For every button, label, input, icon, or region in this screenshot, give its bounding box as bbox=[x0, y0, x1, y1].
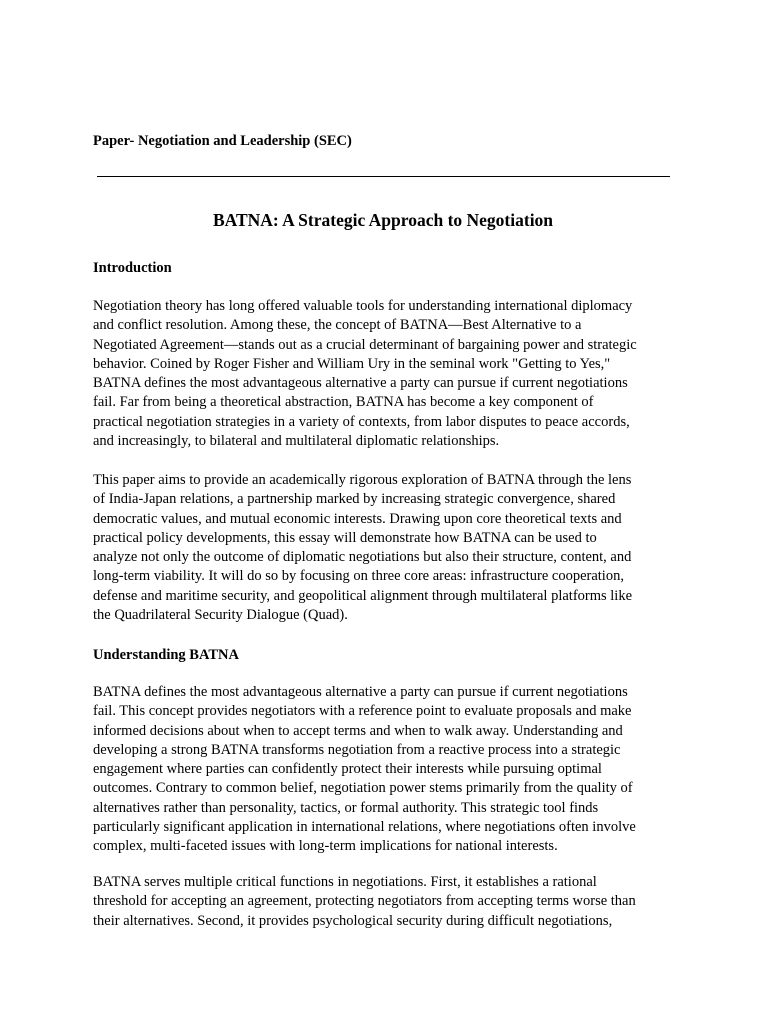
section-heading-introduction: Introduction bbox=[93, 260, 172, 276]
paragraph-line: alternatives rather than personality, tactics, or formal authority. This strategic tool finds bbox=[93, 799, 599, 816]
paper-label: Paper- Negotiation and Leadership (SEC) bbox=[93, 133, 352, 149]
paragraph-line: practical negotiation strategies in a variety of contexts, from labor disputes to peace accords, bbox=[93, 413, 630, 430]
paragraph-line: and increasingly, to bilateral and multilateral diplomatic relationships. bbox=[93, 433, 500, 450]
paragraph-line: defense and maritime security, and geopolitical alignment through multilateral platforms like bbox=[93, 587, 633, 604]
paragraph-line: long-term viability. It will do so by focusing on three core areas: infrastructure cooperation, bbox=[93, 568, 624, 585]
paragraph-line: This paper aims to provide an academically rigorous exploration of BATNA through the lens bbox=[93, 472, 632, 488]
paragraph-understanding-1 bbox=[93, 683, 636, 857]
paragraph-line: complex, multi-faceted issues with long-term implications for national interests. bbox=[93, 838, 558, 855]
paragraph-line: Negotiated Agreement—stands out as a crucial determinant of bargaining power and strategic bbox=[93, 336, 637, 353]
paragraph-line: their alternatives. Second, it provides psychological security during difficult negotiations, bbox=[93, 912, 613, 929]
paragraph-line: fail. Far from being a theoretical abstraction, BATNA has become a key component of bbox=[93, 394, 594, 411]
paragraph-line: BATNA defines the most advantageous alternative a party can pursue if current negotiations bbox=[93, 375, 628, 392]
paragraph-line: practical policy developments, this essay will demonstrate how BATNA can be used to bbox=[93, 529, 597, 546]
section-heading-understanding-batna: Understanding BATNA bbox=[93, 647, 239, 663]
paragraph-line: democratic values, and mutual economic interests. Drawing upon core theoretical texts and bbox=[93, 510, 622, 527]
paragraph-line: the Quadrilateral Security Dialogue (Quad). bbox=[93, 607, 348, 624]
paragraph-line: fail. This concept provides negotiators with a reference point to evaluate proposals and make bbox=[93, 703, 632, 720]
paragraph-line: of India-Japan relations, a partnership marked by increasing strategic convergence, shared bbox=[93, 491, 616, 508]
paragraph-line: and conflict resolution. Among these, the concept of BATNA—Best Alternative to a bbox=[93, 317, 582, 334]
paragraph-line: Negotiation theory has long offered valuable tools for understanding international diplomacy bbox=[93, 298, 633, 314]
paragraph-line: outcomes. Contrary to common belief, negotiation power stems primarily from the quality of bbox=[93, 780, 633, 797]
document-title: BATNA: A Strategic Approach to Negotiation bbox=[212, 210, 554, 230]
paragraph-line: threshold for accepting an agreement, protecting negotiators from accepting terms worse than bbox=[93, 893, 636, 910]
paragraph-line: informed decisions about when to accept terms and when to walk away. Understanding and bbox=[93, 722, 623, 739]
paragraph-line: particularly significant application in international relations, where negotiations often involve bbox=[93, 819, 636, 836]
paragraph-line: engagement where parties can confidently protect their interests while pursuing optimal bbox=[93, 761, 602, 778]
paragraph-line: behavior. Coined by Roger Fisher and William Ury in the seminal work "Getting to Yes," bbox=[93, 355, 611, 372]
paragraph-introduction-1 bbox=[93, 297, 637, 451]
header-divider bbox=[97, 176, 670, 177]
paragraph-line: developing a strong BATNA transforms negotiation from a reactive process into a strategic bbox=[93, 741, 621, 758]
paragraph-introduction-2 bbox=[93, 471, 632, 625]
paragraph-line: BATNA serves multiple critical functions in negotiations. First, it establishes a rational bbox=[93, 874, 597, 890]
paragraph-line: analyze not only the outcome of diplomatic negotiations but also their structure, content, and bbox=[93, 549, 632, 566]
paragraph-understanding-2 bbox=[93, 873, 636, 931]
paragraph-line: BATNA defines the most advantageous alternative a party can pursue if current negotiations bbox=[93, 684, 628, 700]
